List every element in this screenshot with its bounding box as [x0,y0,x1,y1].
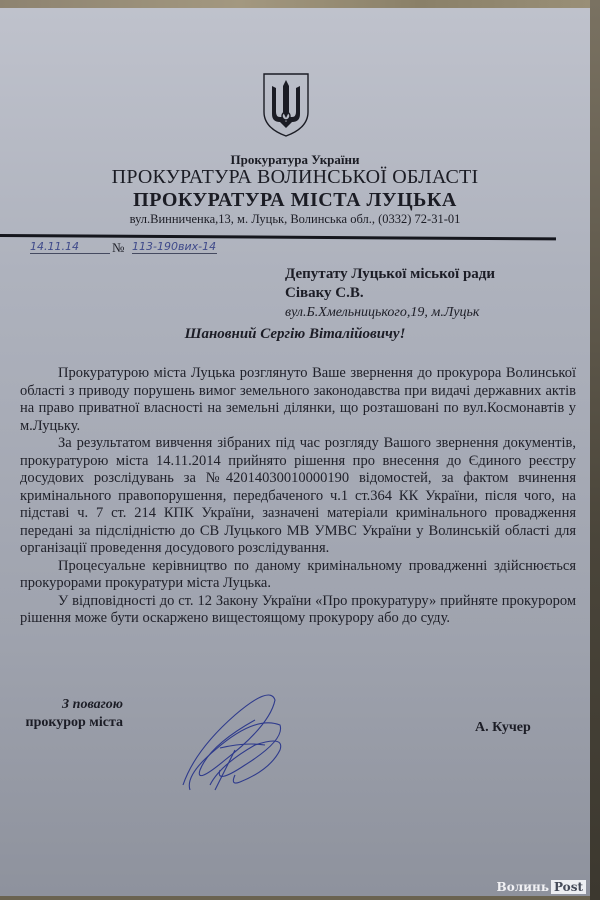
addressee-name: Сіваку С.В. [285,285,364,301]
photo-background-right [590,0,600,900]
closing-block [8,696,123,732]
reference-number: 113-190вих-14 [132,240,217,253]
signer-title: прокурор міста [25,715,123,730]
reference-date: 14.11.14 [30,240,110,254]
salutation: Шановний Сергію Віталійовичу! [184,326,406,342]
paragraph: За результатом вивчення зібраних під час розгляду Вашого звернення документів, прокуратурою міста 14.11.2014 прийнято рішення про внесення до Єдиного реєстру досудових розслідувань за №42014030010000190 відомостей, за фактом вчинення кримінального правопорушення, передбаченого ч.1 ст.364 КК України, після чого, на підставі ч. 7 ст. 214 КПК України, зазначені матеріали кримінального провадження передані за підслідністю до СВ Луцького МВ УМВС України у Волинській області для організації проведення досудового розслідування. [20,435,576,556]
paragraph: Процесуальне керівництво по даному кримінальному провадженні здійснюється прокурорами прокуратури міста Луцька. [20,557,576,591]
addressee-address: вул.Б.Хмельницького,19, м.Луцьк [285,305,480,320]
closing-regards: З повагою [62,697,123,712]
watermark-part1: Волинь [496,880,549,894]
signature-icon [175,690,295,795]
addressee-title: Депутату Луцької міської ради [285,266,496,282]
org-regional: ПРОКУРАТУРА ВОЛИНСЬКОЇ ОБЛАСТІ [111,166,479,188]
org-parent: Прокуратура України [230,152,360,167]
trident-coat-of-arms-icon [262,72,310,138]
paragraph: У відповідності до ст. 12 Закону України «Про прокуратуру» прийняте прокурором рішення може бути оскаржено вищестоящому прокурору або до суду. [20,592,576,626]
org-address: вул.Винниченка,13, м. Луцьк, Волинська обл., (0332) 72-31-01 [129,212,461,226]
watermark-part2: Post [551,880,586,894]
reference-number-label: № [112,240,125,255]
signer-name: А. Кучер [475,720,531,735]
letter-body [20,365,576,628]
paragraph: Прокуратурою міста Луцька розглянуто Ваше звернення до прокурора Волинської області з приводу порушень вимог земельного законодавства при видачі державних актів на право приватної власності на земельні ділянки, що розташовані по вул.Космонавтів у м.Луцьку. [20,365,576,434]
letter-page [0,8,590,896]
org-city: ПРОКУРАТУРА МІСТА ЛУЦЬКА [133,189,457,211]
watermark-logo [497,880,586,894]
addressee-block [285,265,495,322]
reference-line [22,240,282,260]
